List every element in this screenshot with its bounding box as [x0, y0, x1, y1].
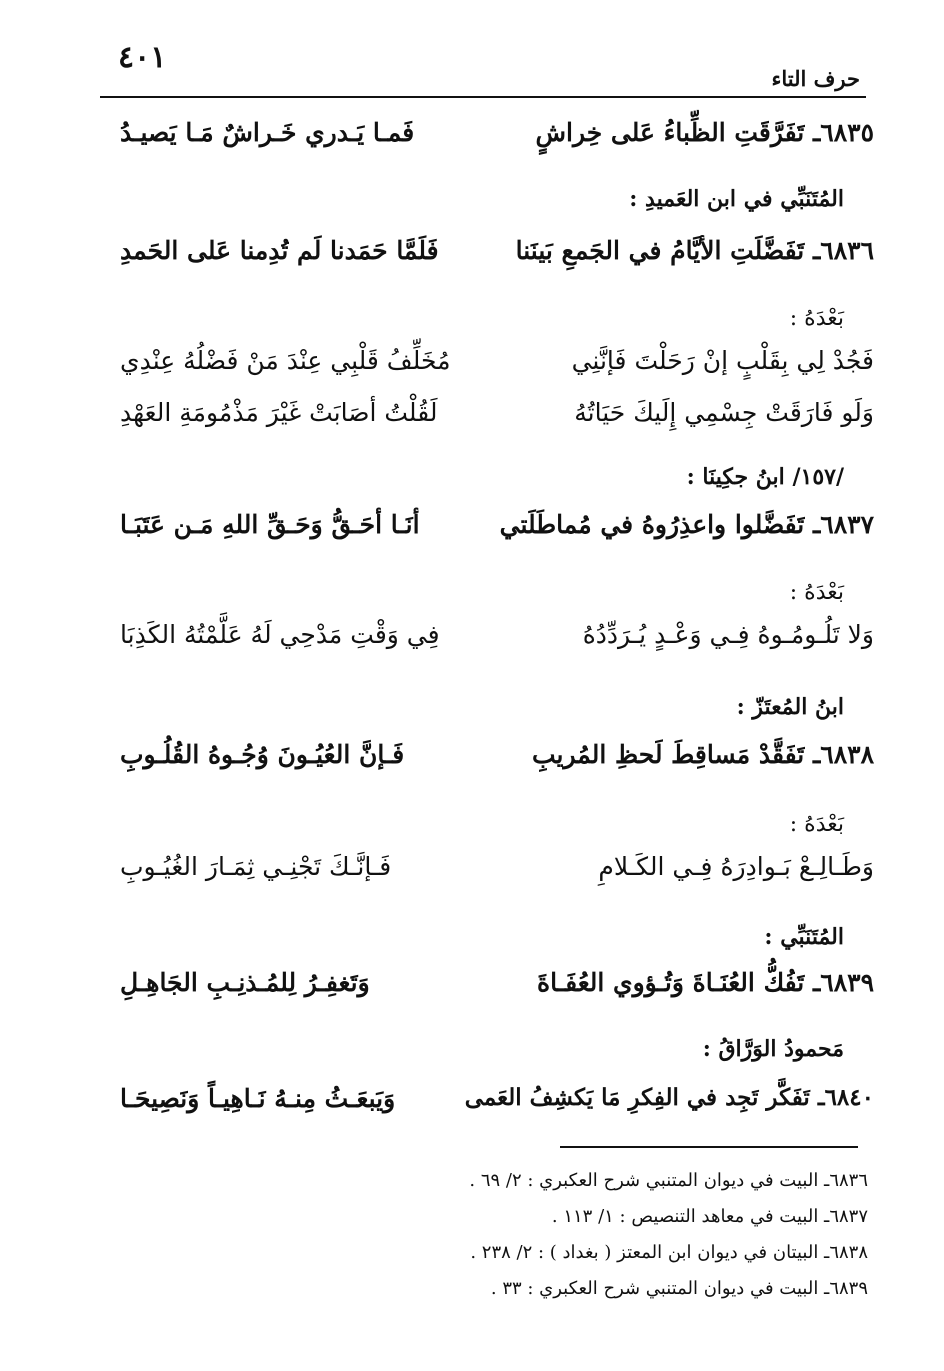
- verse-first-hemistich: ٦٨٤٠ـ تَفَكَّر تَجِد في الفِكرِ مَا يَكشِفُ العَمى: [464, 1084, 874, 1111]
- poet-attribution: بَعْدَهُ :: [789, 580, 844, 605]
- verse-line: [100, 968, 874, 1018]
- verse-line: [100, 1084, 874, 1134]
- verse-first-hemistich: وَطَـالِـعْ بَـوادِرَهُ فِـي الكَـلامِ: [598, 852, 874, 881]
- poet-attribution: بَعْدَهُ :: [789, 812, 844, 837]
- verse-first-hemistich: ٦٨٣٥ـ تَفَرَّقَتِ الظِّباءُ عَلى خِراشٍ: [535, 118, 874, 147]
- poet-attribution: بَعْدَهُ :: [789, 306, 844, 331]
- verse-second-hemistich: وَتَغفِـرُ لِلمُـذنِـبِ الجَاهِـلِ: [120, 968, 370, 997]
- verse-line: [100, 346, 874, 396]
- verse-line: [100, 398, 874, 448]
- verse-second-hemistich: وَيَبعَـثُ مِنـهُ نَـاهِيـاً وَنَصِيحَـا: [120, 1084, 396, 1113]
- poet-attribution: /١٥٧/ ابنُ جكِينَا :: [686, 464, 844, 490]
- verse-second-hemistich: أنَـا أحَـقُّ وَحَـقِّ اللهِ مَـن عَتَبَـا: [120, 510, 420, 539]
- verse-second-hemistich: فَـإنَّ العُيُـونَ وُجُـوهُ القُلُـوبِ: [120, 740, 405, 769]
- footnote: ٦٨٣٩ـ البيت في ديوان المتنبي شرح العكبري : ٣٣ .: [490, 1278, 868, 1299]
- footnote-rule: [560, 1146, 858, 1148]
- verse-second-hemistich: فَلَمَّا حَمَدنا لَم تُدِمنا عَلى الحَمدِ: [120, 236, 439, 265]
- verse-line: [100, 510, 874, 560]
- verse-first-hemistich: ٦٨٣٦ـ تَفَضَّلَتِ الأيَّامُ في الجَمعِ بَينَنا: [515, 236, 874, 265]
- verse-second-hemistich: فِي وَقْتِ مَدْحِي لَهُ عَلَّمْتُهُ الكَذِبَا: [120, 620, 440, 649]
- poet-attribution: ابنُ المُعتَزّ :: [736, 694, 844, 720]
- verse-line: [100, 852, 874, 902]
- verse-first-hemistich: وَلَو فَارَقَتْ جِسْمِي إِلَيكَ حَيَاتُهُ: [574, 398, 874, 427]
- footnote: ٦٨٣٦ـ البيت في ديوان المتنبي شرح العكبري : ٢/ ٦٩ .: [469, 1170, 868, 1191]
- verse-second-hemistich: فَـإنَّـكَ تَجْنِـي ثِمَـارَ الغُيُـوبِ: [120, 852, 392, 881]
- verse-line: [100, 236, 874, 286]
- poet-attribution: مَحمودُ الوَرَّاقُ :: [702, 1036, 844, 1062]
- footnote: ٦٨٣٨ـ البيتان في ديوان ابن المعتز ( بغداد ) : ٢/ ٢٣٨ .: [470, 1242, 868, 1263]
- poet-attribution: المُتَنَبِّي في ابن العَميدِ :: [629, 186, 844, 212]
- header-rule: [100, 96, 866, 98]
- verse-second-hemistich: مُخَلِّفُ قَلْبِي عِنْدَ مَنْ فَضْلُهُ عِنْدِي: [120, 346, 451, 375]
- poet-attribution: المُتَنَبِّي :: [764, 924, 844, 950]
- verse-first-hemistich: ٦٨٣٨ـ تَفَقَّدْ مَساقِطَ لَحظِ المُريبِ: [531, 740, 874, 769]
- verse-second-hemistich: لَقُلْتُ أصَابَتْ غَيْرَ مَذْمُومَةِ العَهْدِ: [120, 398, 438, 427]
- page-number: ٤٠١: [118, 40, 167, 75]
- verse-first-hemistich: ٦٨٣٩ـ تَفُكُّ العُنَـاةَ وَتُـؤوي العُفَـاةَ: [537, 968, 874, 997]
- verse-first-hemistich: وَلا تَلُـومُـوهُ فِـي وَعْـدٍ يُـرَدِّدُهُ: [582, 620, 874, 649]
- verse-first-hemistich: ٦٨٣٧ـ تَفَضَّلوا واعذِرُوهُ في مُماطَلَتي: [499, 510, 874, 539]
- verse-first-hemistich: فَجُدْ لِي بِقَلْبٍ إنْ رَحَلْتَ فَإنَّنِي: [571, 346, 874, 375]
- verse-line: [100, 740, 874, 790]
- footnote: ٦٨٣٧ـ البيت في معاهد التنصيص : ١/ ١١٣ .: [551, 1206, 868, 1227]
- verse-second-hemistich: فَمـا يَـدري خَـراشٌ مَـا يَصيـدُ: [120, 118, 415, 147]
- verse-line: [100, 118, 874, 168]
- verse-line: [100, 620, 874, 670]
- running-head: حرف التاء: [771, 66, 860, 91]
